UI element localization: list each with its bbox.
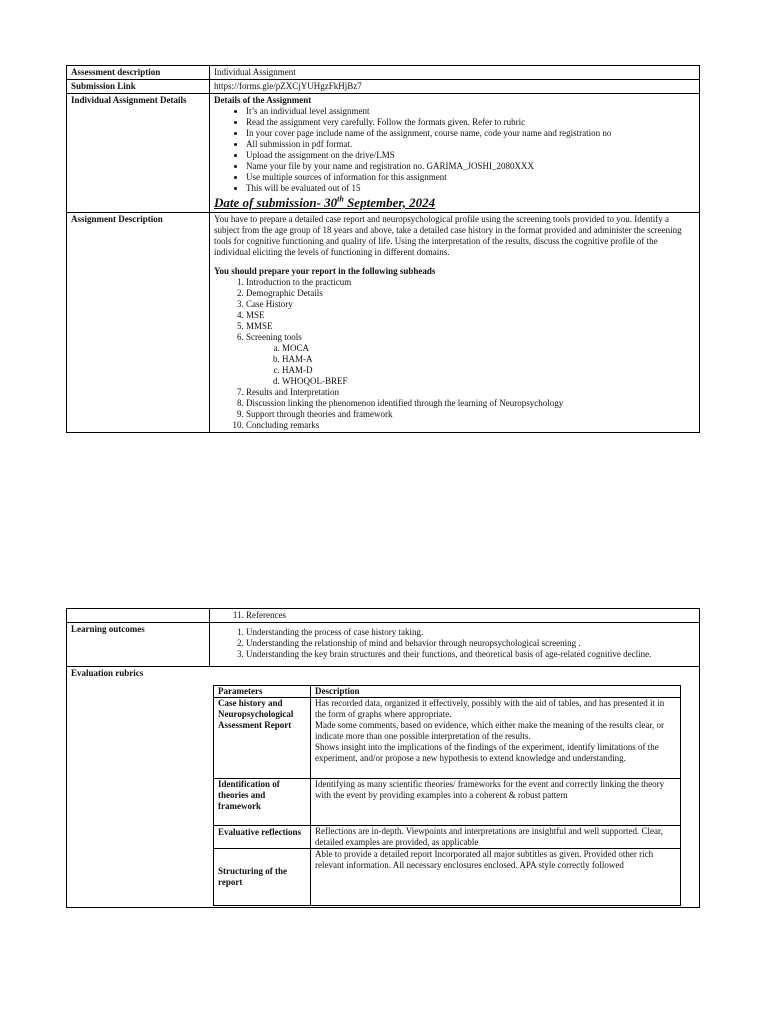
details-bullet-list	[214, 106, 695, 194]
report-subhead-item: 7. Results and Interpretation	[246, 387, 695, 398]
row-evaluation-rubrics	[67, 667, 700, 908]
report-subhead-item: 8. Discussion linking the phenomenon identified through the learning of Neuropsychology	[246, 398, 695, 409]
learning-outcomes-list	[214, 627, 695, 660]
parameters-header: Parameters	[214, 686, 311, 698]
learning-outcomes-cell	[210, 623, 700, 667]
details-bullet: • This will be evaluated out of 15	[246, 183, 695, 194]
details-bullet: • Read the assignment very carefully. Follow the formats given. Refer to rubric	[246, 117, 695, 128]
details-bullet: • It’s an individual level assignment	[246, 106, 695, 117]
rubrics-header-row	[214, 686, 681, 698]
details-bullet: • All submission in pdf format.	[246, 139, 695, 150]
rubrics-table	[213, 685, 681, 906]
rubric-description: Able to provide a detailed report Incorporated all major subtitles as given. Provided other rich relevant information. All necessary enclosures enclosed. APA style correctly followed	[311, 849, 681, 906]
details-bullet: • In your cover page include name of the assignment, course name, code your name and registration no	[246, 128, 695, 139]
report-subhead-item	[246, 332, 695, 387]
learning-outcomes-label: Learning outcomes	[67, 623, 210, 667]
evaluation-rubrics-cell	[67, 667, 700, 908]
rubric-row	[214, 826, 681, 849]
report-subhead-item: 2. Demographic Details	[246, 288, 695, 299]
report-subhead-item: 11. References	[246, 610, 695, 621]
screening-tool-item: b. HAM-A	[282, 354, 695, 365]
rubric-description: Reflections are in-depth. Viewpoints and interpretations are insightful and well supported. Clear, detailed examples are provided, as applicable	[311, 826, 681, 849]
description-header: Description	[311, 686, 681, 698]
assignment-description-paragraph: You have to prepare a detailed case report and neuropsychological profile using the screening tools provided to you. Identify a subject from the age group of 18 years and above, take a detailed case history in the format provided and administer the screening tools for cognitive functioning and quality of life. Using the interpretation of the results, discuss the cognitive profile of the individual eliciting the levels of functioning in different domains.	[214, 214, 682, 257]
rubric-description: Has recorded data, organized it effectively, possibly with the aid of tables, and has presented it in the form of graphs where appropriate. Made some comments, based on evidence, which either make the meaning of the results clear, or indicate more than one possible interpretation of the results. Shows insight into the implications of the findings of the experiment, identify limitations of the experiment, and/or propose a new hypothesis to extend knowledge and understanding.	[311, 698, 681, 779]
report-subhead-item: 9. Support through theories and framework	[246, 409, 695, 420]
row-assignment-description	[67, 213, 700, 433]
screening-tools-list	[246, 343, 695, 387]
assignment-description-label: Assignment Description	[67, 213, 210, 433]
rubric-parameter: Case history and Neuropsychological Assessment Report	[214, 698, 311, 779]
rubric-description: Identifying as many scientific theories/ frameworks for the event and correctly linking the theory with the event by providing examples into a coherent & robust pattern	[311, 779, 681, 826]
references-cell	[210, 609, 700, 623]
row-assignment-details	[67, 94, 700, 213]
report-subheads-heading: You should prepare your report in the following subheads	[214, 266, 436, 276]
report-subhead-item: 5. MMSE	[246, 321, 695, 332]
details-bullet: • Upload the assignment on the drive/LMS	[246, 150, 695, 161]
details-bullet: • Use multiple sources of information for this assignment	[246, 172, 695, 183]
rubric-parameter: Evaluative reflections	[214, 826, 311, 849]
assignment-table-continued	[66, 608, 700, 908]
report-subhead-item: 1. Introduction to the practicum	[246, 277, 695, 288]
learning-outcome-item: 1. Understanding the process of case history taking.	[246, 627, 695, 638]
screening-tool-item: d. WHOQOL-BREF	[282, 376, 695, 387]
rubric-parameter: Structuring of the report	[214, 849, 311, 906]
report-subheads-list-continued	[214, 610, 695, 621]
assignment-table	[66, 65, 700, 433]
evaluation-rubrics-label: Evaluation rubrics	[71, 668, 144, 678]
submission-date-sup: th	[337, 194, 344, 204]
assignment-description-cell	[210, 213, 700, 433]
row-learning-outcomes	[67, 623, 700, 667]
screening-tools-label: Screening tools	[246, 332, 302, 342]
screening-tool-item: a. MOCA	[282, 343, 695, 354]
row-submission-link	[67, 80, 700, 94]
report-subheads-list	[214, 277, 695, 431]
submission-date	[214, 194, 695, 211]
row-references	[67, 609, 700, 623]
screening-tool-item: c. HAM-D	[282, 365, 695, 376]
submission-date-prefix: Date of submission- 30	[214, 195, 338, 210]
assignment-details-label: Individual Assignment Details	[67, 94, 210, 213]
references-label-empty	[67, 609, 210, 623]
learning-outcome-item: 3. Understanding the key brain structures and their functions, and theoretical basis of age-related cognitive decline.	[246, 649, 695, 660]
row-assessment-description	[67, 66, 700, 80]
report-subhead-item: 10. Concluding remarks	[246, 420, 695, 431]
details-bullet: • Name your file by your name and registration no. GARIMA_JOSHI_2080XXX	[246, 161, 695, 172]
submission-date-suffix: September, 2024	[343, 195, 436, 210]
assessment-description-value: Individual Assignment	[210, 66, 700, 80]
learning-outcome-item: 2. Understanding the relationship of mind and behavior through neuropsychological screening .	[246, 638, 695, 649]
rubric-parameter: Identification of theories and framework	[214, 779, 311, 826]
assignment-details-cell	[210, 94, 700, 213]
rubric-row	[214, 779, 681, 826]
details-heading: Details of the Assignment	[214, 95, 312, 105]
report-subhead-item: 3. Case History	[246, 299, 695, 310]
submission-link-value[interactable]: https://forms.gle/pZXCjYUHgzFkHjBz7	[210, 80, 700, 94]
report-subhead-item: 4. MSE	[246, 310, 695, 321]
rubric-row	[214, 698, 681, 779]
submission-link-label: Submission Link	[67, 80, 210, 94]
rubric-row	[214, 849, 681, 906]
assessment-description-label: Assessment description	[67, 66, 210, 80]
